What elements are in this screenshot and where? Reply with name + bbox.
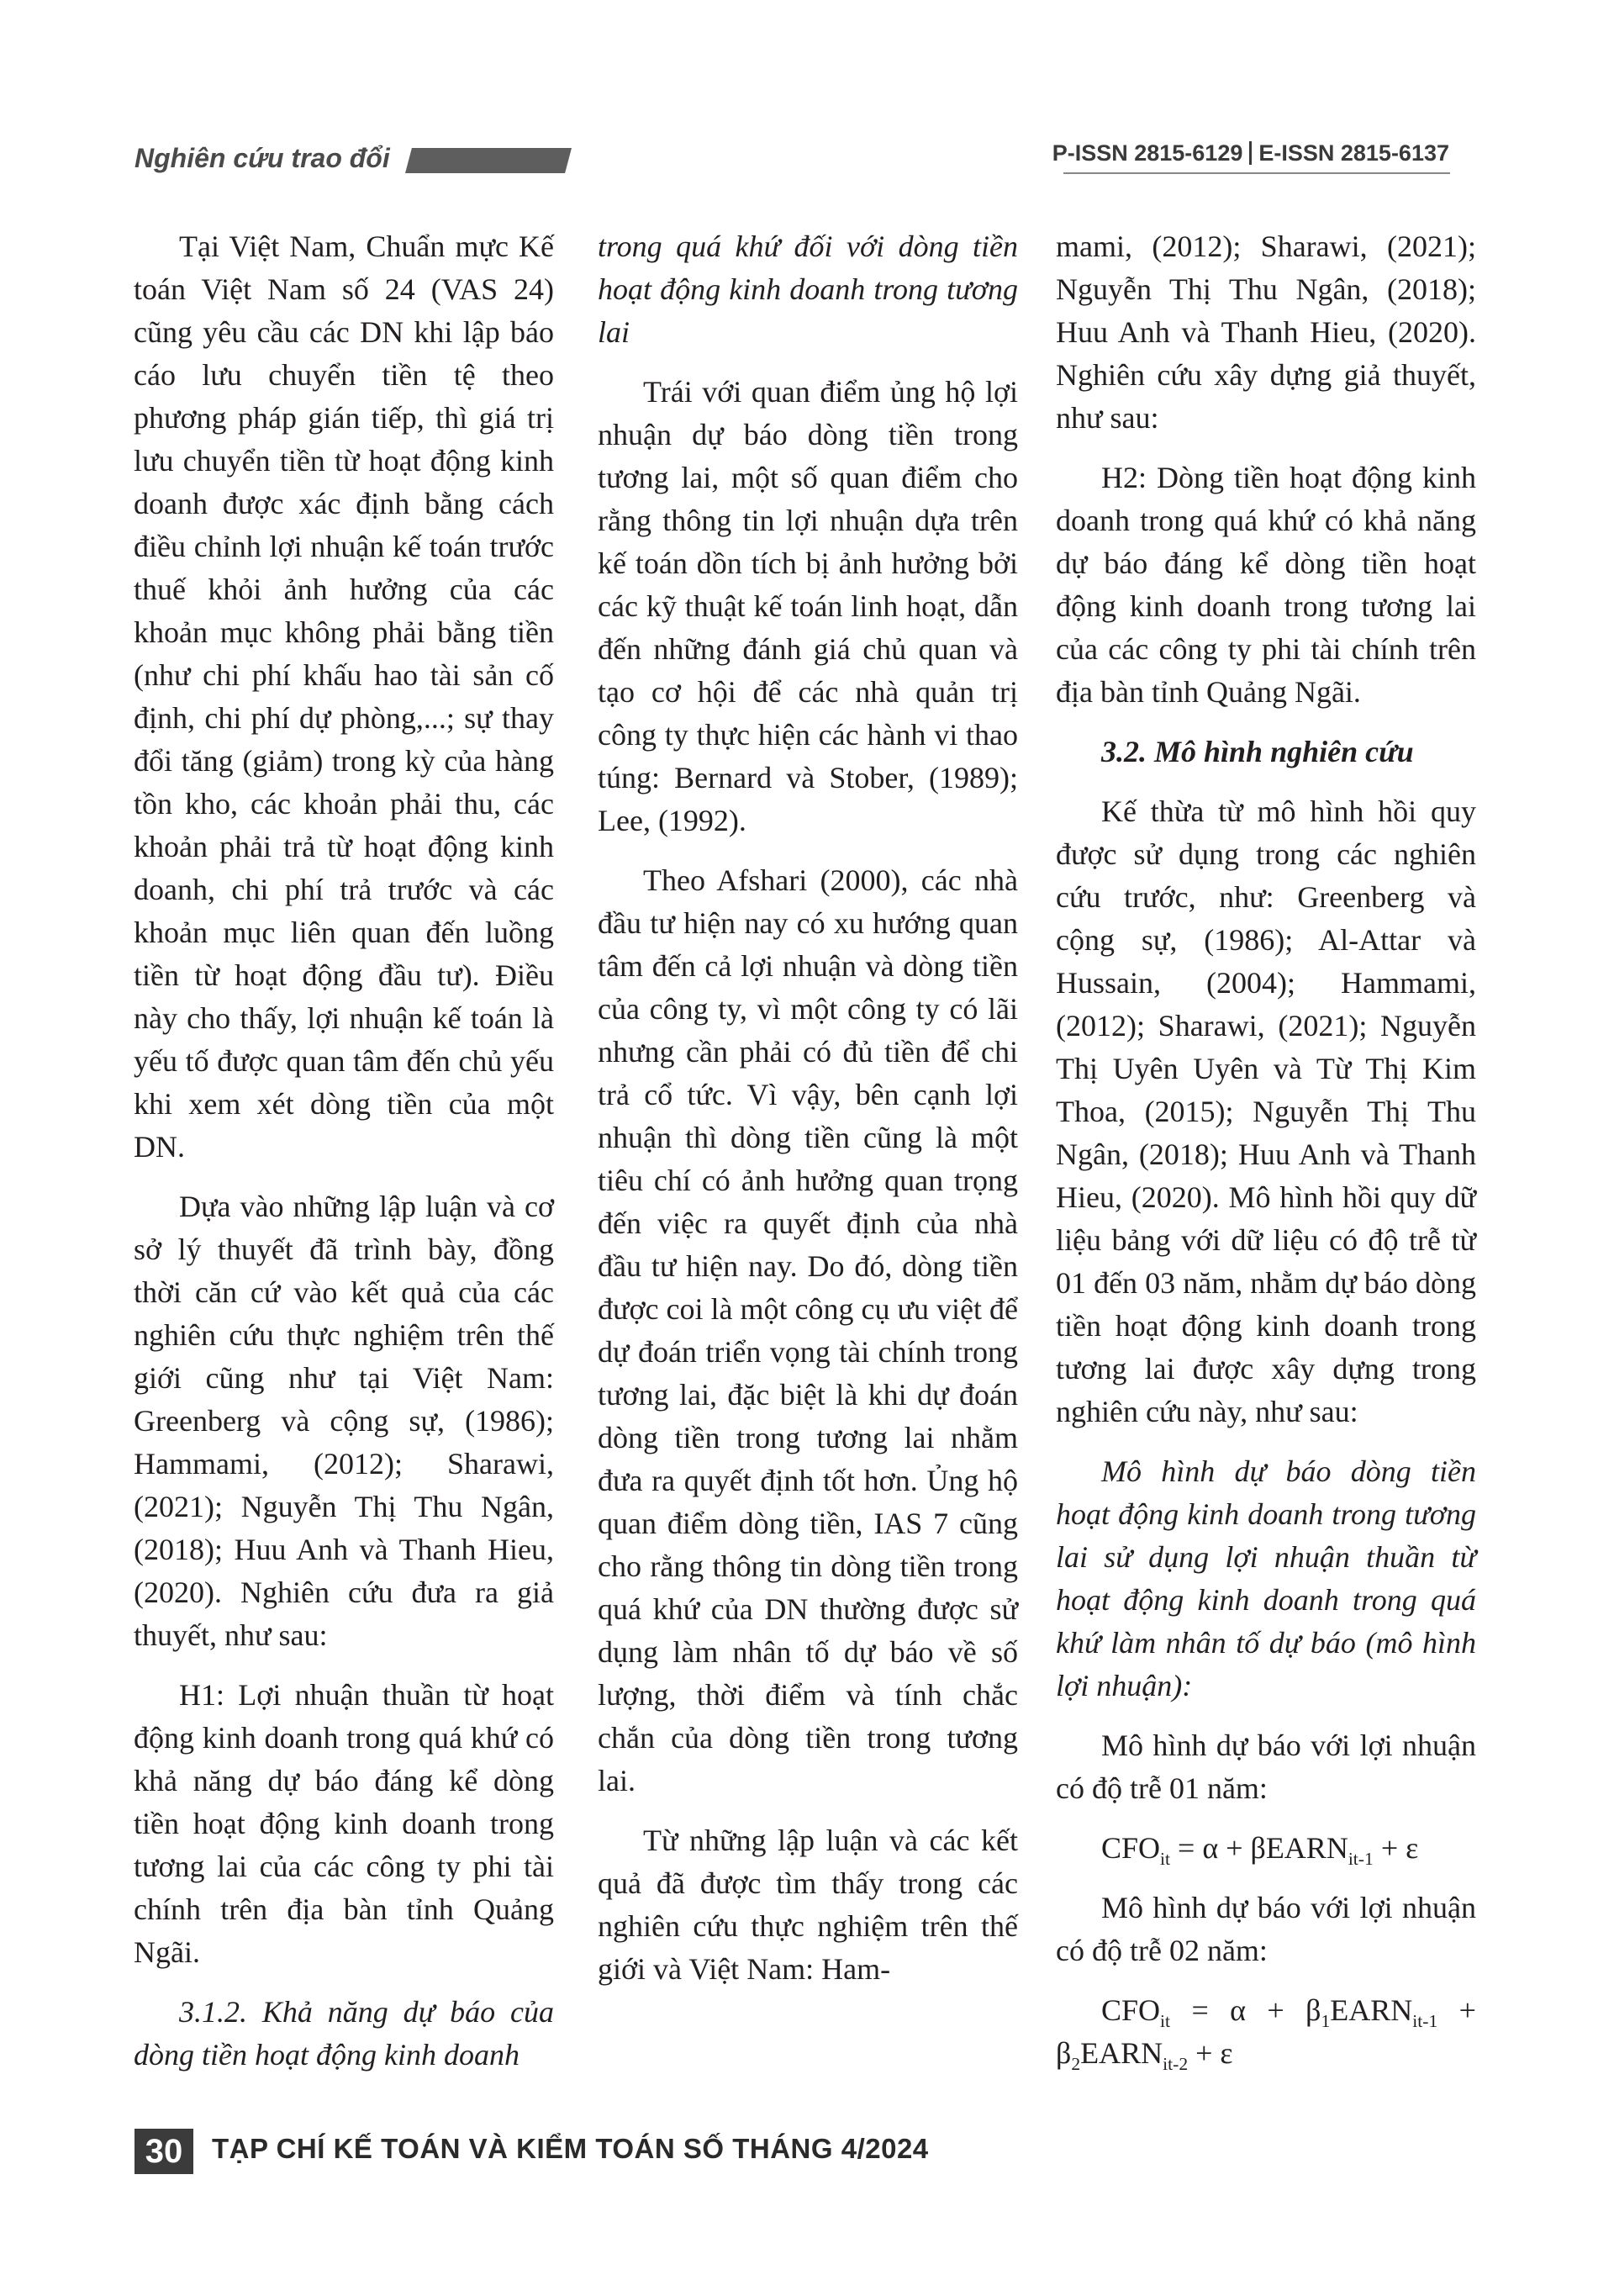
paragraph: Tại Việt Nam, Chuẩn mực Kế toán Việt Nam số 24 (VAS 24) cũng yêu cầu các DN khi lập báo cáo lưu chuyển tiền tệ theo phương pháp gián tiếp, thì giá trị lưu chuyển tiền từ hoạt động kinh doanh được xác định bằng cách điều chỉnh lợi nhuận kế toán trước thuế khỏi ảnh hưởng của các khoản mục không phải bằng tiền (như chi phí khấu hao tài sản cố định, chi phí dự phòng,...; sự thay đổi tăng (giảm) trong kỳ của hàng tồn kho, các khoản phải thu, các khoản phải trả từ hoạt động kinh doanh, chi phí trả trước và các khoản mục liên quan đến luồng tiền từ hoạt động đầu tư). Điều này cho thấy, lợi nhuận kế toán là yếu tố được quan tâm đến chủ yếu khi xem xét dòng tiền của một DN. (134, 230, 554, 1164)
issn-label (1052, 140, 1449, 166)
issn-separator (1249, 141, 1252, 165)
hypothesis-h1: H1: Lợi nhuận thuần từ hoạt động kinh doanh trong quá khứ có khả năng dự báo đáng kể dòng tiền hoạt động kinh doanh trong tương lai của các công ty phi tài chính trên địa bàn tỉnh Quảng Ngãi. (134, 1678, 554, 1969)
paragraph: Kế thừa từ mô hình hồi quy được sử dụng trong các nghiên cứu trước, như: Greenberg và cộng sự, (1986); Al-Attar và Hussain, (2004); Hammami, (2012); Sharawi, (2021); Nguyễn Thị Uyên Uyên và Từ Thị Kim Thoa, (2015); Nguyễn Thị Thu Ngân, (2018); Huu Anh và Thanh Hieu, (2020). Mô hình hồi quy dữ liệu bảng với dữ liệu có độ trễ từ 01 đến 03 năm, nhằm dự báo dòng tiền hoạt động kinh doanh trong tương lai được xây dựng trong nghiên cứu này, như sau: (1056, 794, 1476, 1428)
column-3 (1056, 225, 1476, 2092)
eissn: E-ISSN 2815-6137 (1258, 140, 1449, 166)
model-description: Mô hình dự báo dòng tiền hoạt động kinh doanh trong tương lai sử dụng lợi nhuận thuần từ hoạt động kinh doanh trong quá khứ làm nhân tố dự báo (mô hình lợi nhuận): (1056, 1454, 1476, 1702)
column-2 (598, 225, 1018, 1991)
pissn: P-ISSN 2815-6129 (1052, 140, 1243, 166)
equation-lag-2: $CFO_{it} = \alpha$ + $\beta_1EARN_{it-1}$ + $\beta_2EARN_{it-2} + \varepsilon$ (1056, 1993, 1476, 2075)
subsection-heading-continued: trong quá khứ đối với dòng tiền hoạt động kinh doanh trong tương lai (598, 230, 1018, 349)
model-lag-2-label: Mô hình dự báo với lợi nhuận có độ trễ 02 năm: (1056, 1891, 1476, 1967)
paragraph: Trái với quan điểm ủng hộ lợi nhuận dự báo dòng tiền trong tương lai, một số quan điểm cho rằng thông tin lợi nhuận dựa trên kế toán dồn tích bị ảnh hưởng bởi các kỹ thuật kế toán linh hoạt, dẫn đến những đánh giá chủ quan và tạo cơ hội để các nhà quản trị công ty thực hiện các hành vi thao túng: Bernard và Stober, (1989); Lee, (1992). (598, 375, 1018, 837)
paragraph: Theo Afshari (2000), các nhà đầu tư hiện nay có xu hướng quan tâm đến cả lợi nhuận và dòng tiền của công ty, vì một công ty có lãi nhưng cần phải có đủ tiền để chi trả cổ tức. Vì vậy, bên cạnh lợi nhuận thì dòng tiền cũng là một tiêu chí có ảnh hưởng quan trọng đến việc ra quyết định của nhà đầu tư hiện nay. Do đó, dòng tiền được coi là một công cụ ưu việt để dự đoán triển vọng tài chính trong tương lai, đặc biệt là khi dự đoán dòng tiền trong tương lai nhằm đưa ra quyết định tốt hơn. Ủng hộ quan điểm dòng tiền, IAS 7 cũng cho rằng thông tin dòng tiền trong quá khứ của DN thường được sử dụng làm nhân tố dự báo về số lượng, thời điểm và tính chắc chắn của dòng tiền trong tương lai. (598, 863, 1018, 1797)
subsection-heading: 3.1.2. Khả năng dự báo của dòng tiền hoạt động kinh doanh (134, 1995, 554, 2072)
paragraph: Dựa vào những lập luận và cơ sở lý thuyết đã trình bày, đồng thời căn cứ vào kết quả của các nghiên cứu thực nghiệm trên thế giới cũng như tại Việt Nam: Greenberg và cộng sự, (1986); Hammami, (2012); Sharawi, (2021); Nguyễn Thị Thu Ngân, (2018); Huu Anh và Thanh Hieu, (2020). Nghiên cứu đưa ra giả thuyết, như sau: (134, 1190, 554, 1652)
paragraph: Từ những lập luận và các kết quả đã được tìm thấy trong các nghiên cứu thực nghiệm trên thế giới và Việt Nam: Ham- (598, 1824, 1018, 1986)
header-decor-bar (405, 148, 572, 173)
page-number: 30 (134, 2129, 193, 2174)
section-title: Nghiên cứu trao đổi (134, 143, 390, 173)
header-rule (1063, 172, 1450, 174)
model-lag-1-label: Mô hình dự báo với lợi nhuận có độ trễ 01 năm: (1056, 1729, 1476, 1805)
equation-lag-1: $CFO_{it} = \alpha$ + βEARN$_{it-1}$ + ε (1101, 1831, 1419, 1870)
journal-title: TẠP CHÍ KẾ TOÁN VÀ KIỂM TOÁN SỐ THÁNG 4/2024 (212, 2133, 929, 2164)
paragraph-continued: mami, (2012); Sharawi, (2021); Nguyễn Thị Thu Ngân, (2018); Huu Anh và Thanh Hieu, (2020). Nghiên cứu xây dựng giả thuyết, như sau: (1056, 230, 1476, 435)
section-heading: 3.2. Mô hình nghiên cứu (1101, 735, 1414, 768)
hypothesis-h2: H2: Dòng tiền hoạt động kinh doanh trong quá khứ có khả năng dự báo đáng kể dòng tiền hoạt động kinh doanh trong tương lai của các công ty phi tài chính trên địa bàn tỉnh Quảng Ngãi. (1056, 461, 1476, 709)
column-1 (134, 225, 554, 2077)
